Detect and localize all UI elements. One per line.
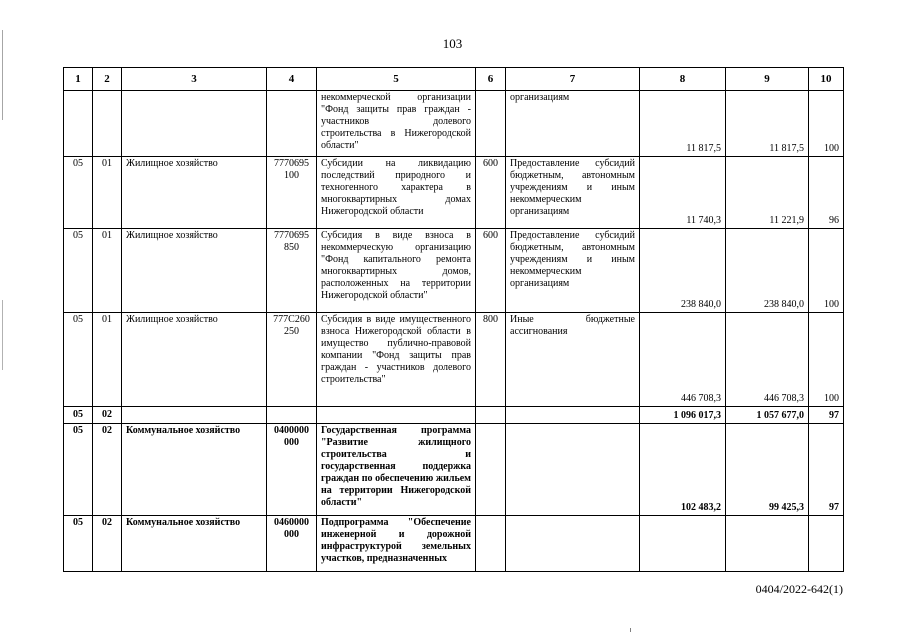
scan-edge-mark (2, 30, 3, 120)
table-row (64, 313, 844, 407)
execution-percent: 100 (809, 91, 844, 157)
budget-table (63, 67, 844, 572)
table-row (64, 229, 844, 313)
executed-amount: 238 840,0 (726, 229, 809, 313)
header-cell: 7 (506, 68, 640, 91)
expense-type-code: 800 (476, 313, 506, 407)
expense-type-code: 600 (476, 229, 506, 313)
document-code: 0404/2022-642(1) (755, 582, 843, 596)
section-code (64, 91, 93, 157)
execution-percent: 97 (809, 407, 844, 424)
article-description: некоммерческой организации "Фонд защиты прав граждан - участников долевого строительства в Нижегородской области" (317, 91, 476, 157)
header-cell: 10 (809, 68, 844, 91)
table-header-row (64, 68, 844, 91)
target-article: 0400000 000 (267, 424, 317, 516)
article-description: Субсидии на ликвидацию последствий природного и техногенного характера в многоквартирных домах Нижегородской области (317, 157, 476, 229)
target-article (267, 407, 317, 424)
executed-amount: 99 425,3 (726, 424, 809, 516)
executed-amount: 11 817,5 (726, 91, 809, 157)
section-name: Жилищное хозяйство (122, 313, 267, 407)
section-name: Коммунальное хозяйство (122, 516, 267, 572)
section-name: Коммунальное хозяйство (122, 424, 267, 516)
expense-type-code (476, 424, 506, 516)
subsection-code: 01 (93, 313, 122, 407)
subsection-code: 01 (93, 157, 122, 229)
expense-type-name (506, 424, 640, 516)
subsection-code (93, 91, 122, 157)
section-name: Жилищное хозяйство (122, 157, 267, 229)
executed-amount (726, 516, 809, 572)
execution-percent: 100 (809, 229, 844, 313)
section-name (122, 407, 267, 424)
section-name (122, 91, 267, 157)
planned-amount: 11 817,5 (640, 91, 726, 157)
scan-edge-mark (630, 628, 631, 632)
subsection-code: 02 (93, 407, 122, 424)
subsection-total-row (64, 407, 844, 424)
scan-edge-mark (2, 300, 3, 370)
header-cell: 2 (93, 68, 122, 91)
planned-amount (640, 516, 726, 572)
header-cell: 8 (640, 68, 726, 91)
target-article: 0460000 000 (267, 516, 317, 572)
header-cell: 5 (317, 68, 476, 91)
table-row (64, 157, 844, 229)
subsection-code: 01 (93, 229, 122, 313)
planned-amount: 446 708,3 (640, 313, 726, 407)
article-description: Субсидия в виде имущественного взноса Нижегородской области в имущество публично-правовой компании "Фонд защиты прав граждан - участников долевого строительства" (317, 313, 476, 407)
section-name: Жилищное хозяйство (122, 229, 267, 313)
section-code: 05 (64, 516, 93, 572)
execution-percent: 97 (809, 424, 844, 516)
expense-type-code (476, 91, 506, 157)
planned-amount: 1 096 017,3 (640, 407, 726, 424)
execution-percent (809, 516, 844, 572)
header-cell: 3 (122, 68, 267, 91)
expense-type-name: Иные бюджетные ассигнования (506, 313, 640, 407)
article-description: Подпрограмма "Обеспечение инженерной и дорожной инфраструктурой земельных участков, предназначенных (317, 516, 476, 572)
target-article (267, 91, 317, 157)
section-code: 05 (64, 157, 93, 229)
table-row (64, 91, 844, 157)
table-row (64, 424, 844, 516)
section-code: 05 (64, 424, 93, 516)
planned-amount: 11 740,3 (640, 157, 726, 229)
expense-type-name: Предоставление субсидий бюджетным, автономным учреждениям и иным некоммерческим организациям (506, 157, 640, 229)
planned-amount: 238 840,0 (640, 229, 726, 313)
header-cell: 9 (726, 68, 809, 91)
header-cell: 4 (267, 68, 317, 91)
header-cell: 6 (476, 68, 506, 91)
expense-type-name: Предоставление субсидий бюджетным, автономным учреждениям и иным некоммерческим организациям (506, 229, 640, 313)
section-code: 05 (64, 313, 93, 407)
target-article: 7770695 850 (267, 229, 317, 313)
subsection-code: 02 (93, 516, 122, 572)
executed-amount: 11 221,9 (726, 157, 809, 229)
expense-type-name (506, 407, 640, 424)
section-code: 05 (64, 407, 93, 424)
expense-type-name: организациям (506, 91, 640, 157)
article-description (317, 407, 476, 424)
target-article: 7770695 100 (267, 157, 317, 229)
page-number: 103 (442, 36, 463, 51)
executed-amount: 446 708,3 (726, 313, 809, 407)
executed-amount: 1 057 677,0 (726, 407, 809, 424)
execution-percent: 96 (809, 157, 844, 229)
expense-type-name (506, 516, 640, 572)
header-cell: 1 (64, 68, 93, 91)
article-description: Субсидия в виде взноса в некоммерческую организацию "Фонд капитального ремонта многоквартирных домов, расположенных на территории Нижегородской области" (317, 229, 476, 313)
table-row (64, 516, 844, 572)
subsection-code: 02 (93, 424, 122, 516)
target-article: 777С260 250 (267, 313, 317, 407)
expense-type-code: 600 (476, 157, 506, 229)
planned-amount: 102 483,2 (640, 424, 726, 516)
article-description: Государственная программа "Развитие жилищного строительства и государственная поддержка граждан по обеспечению жильем на территории Нижегородской области" (317, 424, 476, 516)
execution-percent: 100 (809, 313, 844, 407)
expense-type-code (476, 407, 506, 424)
section-code: 05 (64, 229, 93, 313)
expense-type-code (476, 516, 506, 572)
